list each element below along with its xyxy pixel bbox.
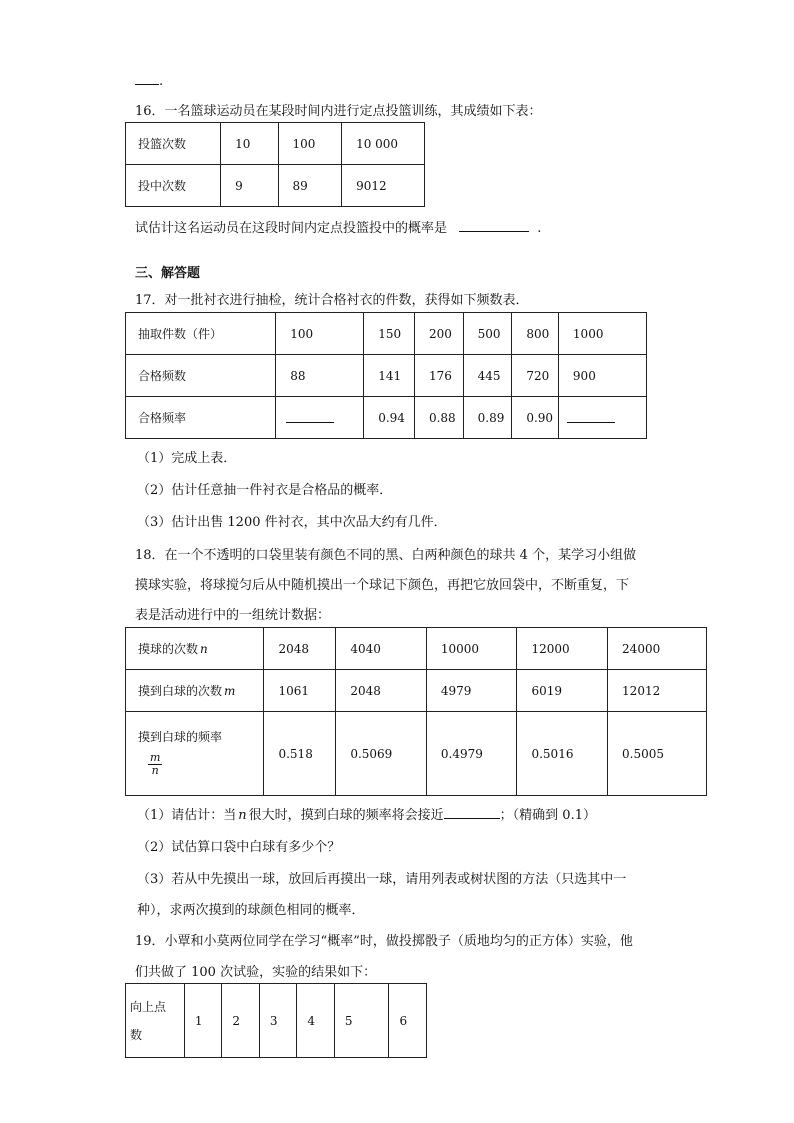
table-row (126, 712, 707, 796)
q16-period: . (537, 221, 542, 236)
table-cell: 150 (364, 313, 415, 355)
table-row (126, 313, 647, 355)
table-cell: 89 (278, 165, 342, 207)
q18-sub1-pre: （1）请估计：当 (137, 808, 237, 823)
q18-table (125, 627, 707, 796)
table-cell: 6 (389, 984, 427, 1058)
table-cell: 3 (259, 984, 296, 1058)
row-label-line-1: 向上点 (130, 999, 167, 1014)
q18-sub-2: （2）试估算口袋中白球有多少个？ (137, 840, 341, 855)
table-cell (276, 397, 364, 439)
table-cell: 合格频数 (126, 355, 276, 397)
table-cell: 4979 (426, 670, 517, 712)
table-cell: 9 (221, 165, 278, 207)
table-cell: 合格频率 (126, 397, 276, 439)
table-row (126, 670, 707, 712)
table-cell: 720 (512, 355, 559, 397)
table-cell (126, 984, 185, 1058)
q17-sub-3: （3）估计出售 1200 件衬衣，其中次品大约有几件． (137, 515, 447, 530)
table-cell: 2048 (336, 670, 427, 712)
table-cell: 10 (221, 123, 278, 165)
table-cell: 0.5069 (336, 712, 427, 796)
table-cell: 5 (334, 984, 389, 1058)
table-cell: 1061 (264, 670, 336, 712)
row-label: 摸球的次数 (138, 642, 199, 656)
table-cell: 445 (463, 355, 512, 397)
q15-answer-blank (135, 72, 159, 85)
q18-line-3: 表是活动进行中的一组统计数据： (135, 608, 331, 623)
table-cell: 2048 (264, 628, 336, 670)
table-row (126, 123, 425, 165)
q18-sub-3-line-2: 种），求两次摸到的球颜色相同的概率． (137, 903, 365, 918)
row-label: 摸到白球的次数 (138, 684, 223, 698)
table-cell (126, 628, 264, 670)
q19-line-1: 19．小覃和小莫两位同学在学习“概率”时，做投掷骰子（质地均匀的正方体）实验，他 (135, 934, 633, 949)
table-cell (126, 712, 264, 796)
q18-sub1-mid: 很大时，摸到白球的频率将会接近 (248, 808, 444, 823)
q16-answer-blank (459, 219, 529, 232)
q18-answer-blank (444, 806, 500, 819)
table-cell: 900 (558, 355, 646, 397)
fraction-m-over-n (148, 752, 162, 777)
q16-question (135, 217, 541, 236)
table-cell: 100 (278, 123, 342, 165)
table-row (126, 984, 427, 1058)
q16-stem: 16．一名篮球运动员在某段时间内进行定点投篮训练，其成绩如下表： (135, 104, 542, 119)
answer-blank (286, 410, 334, 423)
table-cell: 1000 (558, 313, 646, 355)
table-cell: 4 (297, 984, 334, 1058)
table-cell: 200 (414, 313, 463, 355)
table-row (126, 165, 425, 207)
fraction-denominator: n (151, 764, 159, 777)
answer-blank (567, 410, 615, 423)
q17-table (125, 312, 647, 439)
table-cell: 141 (364, 355, 415, 397)
table-cell: 176 (414, 355, 463, 397)
table-cell: 88 (276, 355, 364, 397)
table-cell: 0.5005 (608, 712, 707, 796)
table-cell: 投中次数 (126, 165, 221, 207)
table-cell: 500 (463, 313, 512, 355)
table-row (126, 397, 647, 439)
table-cell: 0.88 (414, 397, 463, 439)
q15-answer-tail (135, 72, 163, 89)
table-cell: 1 (184, 984, 221, 1058)
table-cell: 10000 (426, 628, 517, 670)
table-cell: 抽取件数（件） (126, 313, 276, 355)
table-cell: 投篮次数 (126, 123, 221, 165)
table-row (126, 355, 647, 397)
table-cell: 24000 (608, 628, 707, 670)
table-cell: 4040 (336, 628, 427, 670)
q15-period: . (159, 74, 164, 89)
table-row (126, 628, 707, 670)
q17-sub-2: （2）估计任意抽一件衬衣是合格品的概率． (137, 483, 393, 498)
q18-line-1: 18．在一个不透明的口袋里装有颜色不同的黑、白两种颜色的球共 4 个，某学习小组做 (135, 548, 637, 563)
table-cell: 2 (222, 984, 259, 1058)
table-cell: 100 (276, 313, 364, 355)
table-cell: 0.89 (463, 397, 512, 439)
table-cell: 0.518 (264, 712, 336, 796)
q17-sub-1: （1）完成上表． (137, 451, 237, 466)
table-cell: 9012 (342, 165, 425, 207)
q18-sub1-var: n (238, 808, 247, 823)
table-cell: 800 (512, 313, 559, 355)
q16-table (125, 122, 425, 207)
row-var: n (200, 642, 208, 656)
table-cell: 6019 (517, 670, 608, 712)
row-label-line-2: 数 (130, 1027, 143, 1042)
q18-sub1-post: ；（精确到 0.1） (499, 808, 596, 823)
fraction-numerator: m (150, 751, 161, 764)
q16-question-text: 试估计这名运动员在这段时间内定点投篮投中的概率是 (135, 221, 448, 236)
table-cell: 0.90 (512, 397, 559, 439)
row-label: 摸到白球的频率 (138, 730, 223, 744)
q18-sub-3-line-1: （3）若从中先摸出一球，放回后再摸出一球，请用列表或树状图的方法（只选其中一 (137, 872, 627, 887)
row-var: m (224, 684, 236, 698)
q19-line-2: 们共做了 100 次试验，实验的结果如下： (135, 965, 377, 980)
fraction (148, 752, 263, 779)
table-cell: 0.5016 (517, 712, 608, 796)
table-cell: 12000 (517, 628, 608, 670)
q18-sub-1 (137, 804, 596, 823)
table-cell: 0.4979 (426, 712, 517, 796)
table-cell (126, 670, 264, 712)
table-cell: 10 000 (342, 123, 425, 165)
q17-stem: 17．对一批衬衣进行抽检，统计合格衬衣的件数，获得如下频数表． (135, 293, 529, 308)
table-cell (558, 397, 646, 439)
q18-line-2: 摸球实验，将球搅匀后从中随机摸出一个球记下颜色，再把它放回袋中，不断重复，下 (135, 578, 630, 593)
table-cell: 0.94 (364, 397, 415, 439)
q19-table (125, 983, 427, 1058)
table-cell: 12012 (608, 670, 707, 712)
section-title: 三、解答题 (135, 266, 201, 281)
